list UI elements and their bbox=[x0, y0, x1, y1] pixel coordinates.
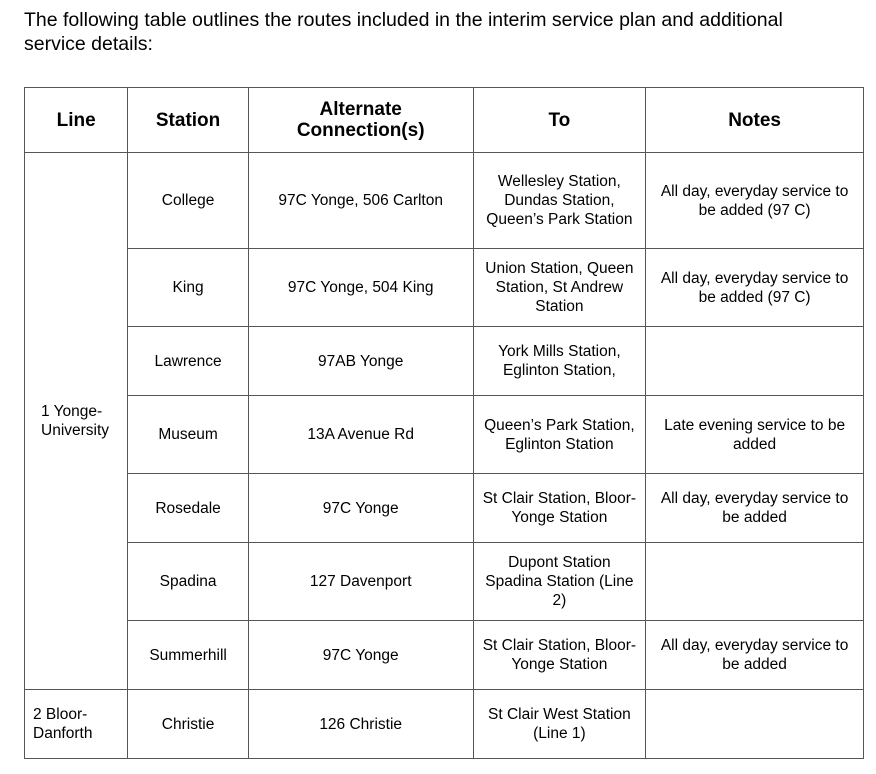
to-cell: St Clair Station, Bloor-Yonge Station bbox=[473, 474, 646, 543]
notes-cell: All day, everyday service to be added (97 C) bbox=[646, 153, 864, 249]
to-cell: Dupont Station Spadina Station (Line 2) bbox=[473, 543, 646, 621]
notes-cell bbox=[646, 543, 864, 621]
to-cell: St Clair West Station (Line 1) bbox=[473, 690, 646, 759]
notes-cell bbox=[646, 327, 864, 396]
notes-cell: All day, everyday service to be added bbox=[646, 621, 864, 690]
connection-cell: 13A Avenue Rd bbox=[248, 396, 473, 474]
table-row bbox=[25, 153, 864, 249]
line-cell: 2 Bloor-Danforth bbox=[25, 690, 128, 759]
table-header-row bbox=[25, 88, 864, 153]
to-cell: Union Station, Queen Station, St Andrew Station bbox=[473, 249, 646, 327]
connection-cell: 97C Yonge, 506 Carlton bbox=[248, 153, 473, 249]
connection-cell: 97AB Yonge bbox=[248, 327, 473, 396]
connection-cell: 126 Christie bbox=[248, 690, 473, 759]
connection-cell: 97C Yonge bbox=[248, 621, 473, 690]
notes-cell: All day, everyday service to be added (97 C) bbox=[646, 249, 864, 327]
station-cell: Rosedale bbox=[128, 474, 248, 543]
service-table bbox=[24, 87, 864, 759]
notes-cell: All day, everyday service to be added bbox=[646, 474, 864, 543]
to-cell: St Clair Station, Bloor-Yonge Station bbox=[473, 621, 646, 690]
intro-paragraph: The following table outlines the routes included in the interim service plan and additional service details: bbox=[24, 9, 783, 55]
station-cell: Christie bbox=[128, 690, 248, 759]
table-row bbox=[25, 690, 864, 759]
station-cell: Lawrence bbox=[128, 327, 248, 396]
station-cell: Spadina bbox=[128, 543, 248, 621]
table-row bbox=[25, 327, 864, 396]
notes-cell: Late evening service to be added bbox=[646, 396, 864, 474]
station-cell: King bbox=[128, 249, 248, 327]
header-notes: Notes bbox=[646, 88, 864, 153]
connection-cell: 97C Yonge bbox=[248, 474, 473, 543]
connection-cell: 97C Yonge, 504 King bbox=[248, 249, 473, 327]
station-cell: Museum bbox=[128, 396, 248, 474]
header-to: To bbox=[473, 88, 646, 153]
connection-cell: 127 Davenport bbox=[248, 543, 473, 621]
table-row bbox=[25, 249, 864, 327]
line-cell: 1 Yonge-University bbox=[25, 153, 128, 690]
notes-cell bbox=[646, 690, 864, 759]
table-row bbox=[25, 543, 864, 621]
to-cell: Wellesley Station, Dundas Station, Queen’s Park Station bbox=[473, 153, 646, 249]
header-station: Station bbox=[128, 88, 248, 153]
table-row bbox=[25, 396, 864, 474]
station-cell: Summerhill bbox=[128, 621, 248, 690]
table-row bbox=[25, 474, 864, 543]
station-cell: College bbox=[128, 153, 248, 249]
header-alternate-connections: Alternate Connection(s) bbox=[248, 88, 473, 153]
header-line: Line bbox=[25, 88, 128, 153]
to-cell: Queen’s Park Station, Eglinton Station bbox=[473, 396, 646, 474]
table-row bbox=[25, 621, 864, 690]
to-cell: York Mills Station, Eglinton Station, bbox=[473, 327, 646, 396]
